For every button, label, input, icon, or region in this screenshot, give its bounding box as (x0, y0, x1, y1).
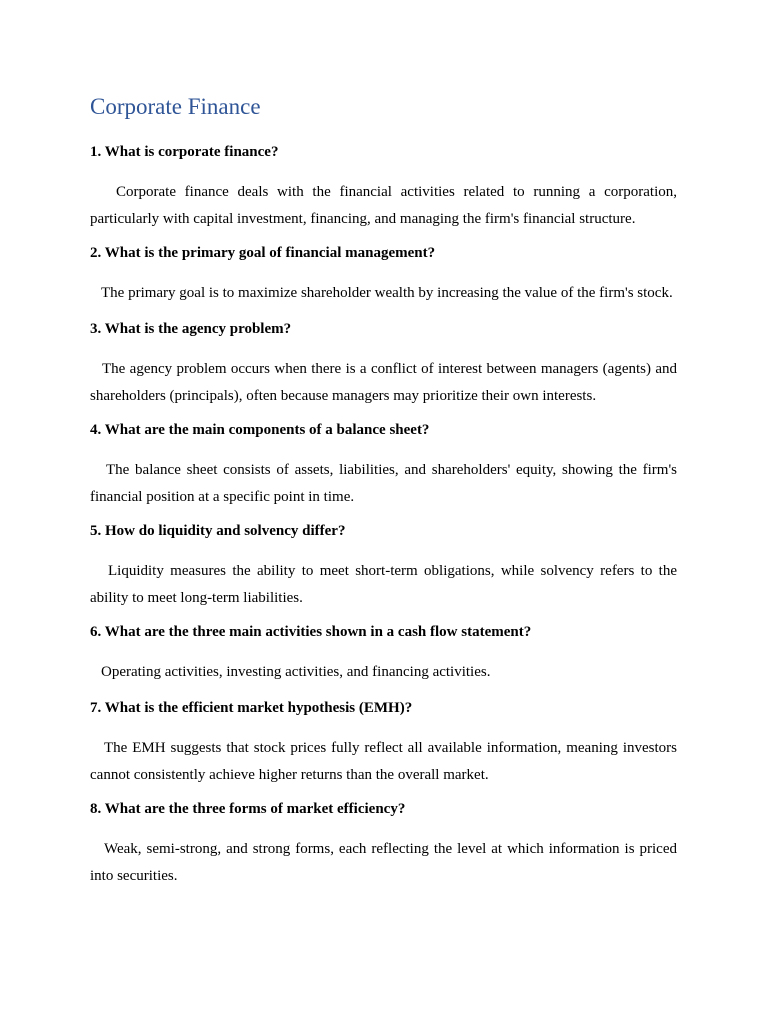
answer-text: Operating activities, investing activities, and financing activities. (101, 664, 491, 680)
answer-text: The balance sheet consists of assets, liabilities, and shareholders' equity, showing the firm's financial position at a specific point in time. (90, 462, 677, 505)
qa-item-2 (90, 243, 677, 307)
answer-text: The EMH suggests that stock prices fully reflect all available information, meaning investors cannot consistently achieve higher returns than the overall market. (90, 740, 677, 783)
question-text: 3. What is the agency problem? (90, 321, 292, 337)
qa-item-5 (90, 521, 677, 612)
qa-item-8 (90, 799, 677, 890)
answer-text: Weak, semi-strong, and strong forms, each reflecting the level at which information is priced into securities. (90, 841, 677, 884)
question-text: 7. What is the efficient market hypothesis (EMH)? (90, 700, 413, 716)
question-text: 1. What is corporate finance? (90, 144, 279, 160)
answer-text: The agency problem occurs when there is a conflict of interest between managers (agents) and shareholders (principals), often because managers may prioritize their own interests. (90, 361, 677, 404)
qa-item-4 (90, 420, 677, 511)
qa-item-3 (90, 319, 677, 410)
qa-item-1 (90, 142, 677, 233)
qa-item-7 (90, 698, 677, 789)
question-text: 8. What are the three forms of market efficiency? (90, 801, 406, 817)
question-text: 5. How do liquidity and solvency differ? (90, 523, 346, 539)
answer-text: The primary goal is to maximize shareholder wealth by increasing the value of the firm's stock. (101, 285, 673, 301)
answer-text: Liquidity measures the ability to meet short-term obligations, while solvency refers to the ability to meet long-term liabilities. (90, 563, 677, 606)
page-title: Corporate Finance (90, 94, 261, 119)
question-text: 6. What are the three main activities shown in a cash flow statement? (90, 624, 532, 640)
document-page (90, 92, 677, 900)
question-text: 4. What are the main components of a balance sheet? (90, 422, 430, 438)
answer-text: Corporate finance deals with the financial activities related to running a corporation, particularly with capital investment, financing, and managing the firm's financial structure. (90, 184, 677, 227)
qa-item-6 (90, 622, 677, 686)
question-text: 2. What is the primary goal of financial management? (90, 245, 436, 261)
